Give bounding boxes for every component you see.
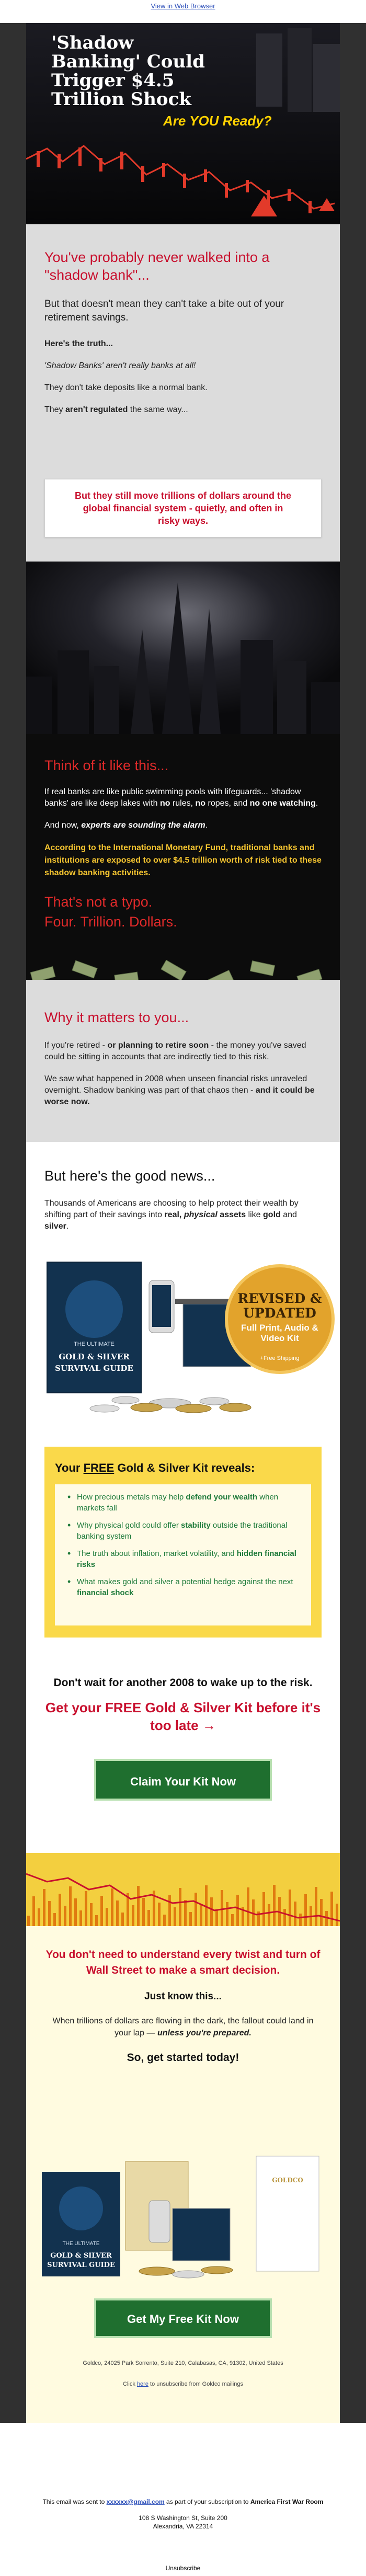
chart-band-bar [53,1913,56,1926]
kit-heading-suffix: Gold & Silver Kit reveals: [114,1461,255,1474]
chart-band-bar [262,1892,265,1926]
intro-p2: They don't take deposits like a normal bank. [44,383,208,392]
footer-unsubscribe-link[interactable]: Unsubscribe [165,2564,201,2572]
closing-line2: Just know this... [144,1991,222,2002]
why-p1 [44,1040,322,1063]
claim-kit-button[interactable]: Claim Your Kit Now [94,1759,272,1801]
chart-band-bar [330,1892,333,1926]
unsub-prefix: Click [123,2381,137,2387]
chart-band-bar [69,1886,72,1926]
intro-p3 [44,404,322,416]
email-footer [0,2423,366,2576]
svg-text:SURVIVAL GUIDE: SURVIVAL GUIDE [47,2261,115,2269]
chart-band-bar [283,1909,286,1926]
flying-money-image [26,959,340,980]
good-p1-c: physical [184,1210,218,1219]
dark-p1-a: If real banks are like public swimming pools with lifeguards... 'shadow banks' are like deep lakes with [44,787,301,808]
chart-band-bar [147,1910,150,1926]
chart-band-bar [200,1905,202,1926]
kit-reveals-box [44,1447,322,1638]
dark-p1-d: no [195,799,206,808]
dark-p1-g: . [315,799,318,808]
why-section [26,980,340,1142]
chart-band-bar [121,1913,124,1926]
good-news-section [26,1142,340,1926]
kit-list-item [65,1520,301,1542]
kit-heading-prefix: Your [55,1461,84,1474]
why-p2-a: We saw what happened in 2008 when unseen financial risks unraveled overnight. Shadow banking was part of that chaos then - [44,1074,307,1095]
not-a-typo: That's not a typo. [44,894,153,910]
chart-band-bar [111,1888,113,1926]
revised-updated-badge [225,1264,335,1374]
good-p1-g: and [280,1210,297,1219]
market-chart-band [26,1853,340,1926]
dark-heading: Think of it like this... [44,758,169,773]
good-p1-i: . [66,1222,69,1231]
why-heading: Why it matters to you... [44,1010,189,1025]
kit-item-bold: financial shock [77,1588,134,1597]
kit-item-text: Why physical gold could offer [77,1521,181,1530]
chart-band-bar [210,1897,213,1926]
kit-item-text: outside the traditional banking system [77,1521,288,1541]
book-series-label-2: THE ULTIMATE [62,2241,100,2247]
hero-banner [26,23,340,224]
chart-band-bar [79,1910,82,1926]
good-p1-b: real, [164,1210,184,1219]
kit-item-text: What makes gold and silver a potential hedge against the next [77,1577,293,1586]
chart-band-bar [59,1894,61,1926]
chart-band-bar [289,1890,291,1926]
good-news-p1 [44,1198,322,1232]
get-free-kit-button[interactable]: Get My Free Kit Now [94,2298,272,2338]
goldco-address: Goldco, 24025 Park Sorrento, Suite 210, Calabasas, CA, 91302, United States [83,2360,283,2366]
chart-band-bar [268,1904,270,1926]
dark-p2-c: . [205,821,208,830]
chart-band-bar [116,1900,119,1926]
chart-band-bar [179,1888,181,1926]
chart-band-bar [163,1915,166,1926]
chart-band-bar [85,1891,87,1926]
svg-text:GOLD & SILVER: GOLD & SILVER [50,2252,112,2260]
chart-band-bar [38,1908,40,1926]
chart-band-bar [168,1895,171,1926]
intro-section [26,224,340,562]
chart-band-bar [106,1908,108,1926]
footer-sent-mid: as part of your subscription to [164,2498,250,2505]
product-kit-image [26,1241,340,1429]
dark-p1 [44,786,322,809]
chart-band-bar [189,1912,192,1926]
intro-heading: You've probably never walked into a "shadow bank"... [44,249,270,283]
footer-subscription-line [0,2498,366,2505]
unsub-suffix: to unsubscribe from Goldco mailings [148,2381,243,2387]
dark-p1-c: rules, [170,799,196,808]
chart-band-bar [273,1885,276,1926]
kit-heading-free: FREE [83,1461,115,1474]
closing-section [26,1926,340,2423]
kit-heading [55,1461,255,1475]
chart-band-bar [315,1887,317,1926]
product-kit-image-2 [37,2151,329,2287]
why-p1-b: or planning to retire soon [107,1041,209,1050]
why-p2 [44,1073,322,1108]
kit-list-box [55,1484,311,1625]
chart-band-bar [132,1905,134,1926]
dark-p1-b: no [159,799,170,808]
footer-address-line2: Alexandria, VA 22314 [153,2523,213,2530]
intro-callout-box [44,479,322,537]
goldco-unsubscribe-link[interactable]: here [136,2381,148,2387]
goldco-folder-brand: GOLDCO [272,2177,303,2184]
chart-band-bar [184,1900,187,1926]
chart-band-bar [336,1904,338,1926]
dark-p1-f: no one watching [249,799,316,808]
kit-list-item [65,1576,301,1598]
chart-band-bar [195,1893,197,1926]
web-browser-bar [0,0,366,23]
good-news-heading: But here's the good news... [44,1168,215,1184]
footer-email-link[interactable] [107,2498,165,2505]
chart-band-bar [226,1902,228,1926]
svg-text:SURVIVAL GUIDE: SURVIVAL GUIDE [55,1364,133,1373]
chart-band-bar [320,1899,323,1926]
why-p1-c: - the money you've saved could be sitting in accounts that are indirectly tied to this risk. [44,1041,306,1061]
intro-p3-bold: aren't regulated [65,405,128,414]
chart-band-bar [174,1907,176,1926]
kit-item-text: when markets fall [77,1493,279,1513]
view-in-browser-link[interactable]: View in Web Browser [151,2,215,10]
book-series-label: THE ULTIMATE [74,1341,115,1347]
closing-line3 [44,2015,322,2039]
closing-line4: So, get started today! [127,2052,239,2064]
kit-item-text: How precious metals may help [77,1493,186,1502]
dark-p2-a: And now, [44,821,82,830]
intro-callout-text: But they still move trillions of dollars around the global financial system - quietly, and often in risky ways. [74,490,292,526]
chart-band-bar [158,1903,161,1926]
intro-lead: But that doesn't mean they can't take a bite out of your retirement savings. [44,299,284,323]
badge-line3: +Free Shipping [260,1355,300,1361]
good-p1-a: Thousands of Americans are choosing to help protect their wealth by shifting part of their savings into [44,1199,299,1219]
chart-band-bar [48,1901,51,1926]
chart-band-bar [221,1890,223,1926]
good-p1-h: silver [44,1222,66,1231]
kit-item-text: The truth about inflation, market volatility, and [77,1549,237,1558]
chart-band-bar [236,1895,239,1926]
chart-band-bar [95,1915,98,1926]
footer-sent-prefix: This email was sent to [42,2498,107,2505]
closing-line1: You don't need to understand every twist and turn of Wall Street to make a smart decision. [45,1949,321,1976]
kit-list [55,1484,311,1598]
four-trillion-dollars: Four. Trillion. Dollars. [44,914,177,930]
dark-p2-b: experts are sounding the alarm [81,821,205,830]
wait-message: Don't wait for another 2008 to wake up to the risk. [53,1677,313,1689]
city-skyline-image [26,562,340,734]
hero-subtitle: Are YOU Ready? [163,113,272,129]
badge-line2: Full Print, Audio & Video Kit [241,1323,318,1343]
why-p2-b: and it could be worse now. [44,1086,315,1106]
kit-list-item [65,1492,301,1514]
dark-p1-e: ropes, and [205,799,250,808]
chart-band-bar [100,1896,103,1926]
chart-band-bar [304,1894,307,1926]
chart-band-bar [231,1914,234,1926]
chart-band-bar [137,1886,140,1926]
badge-line1: REVISED & UPDATED [237,1291,322,1321]
cta-text-block [44,1675,322,1734]
svg-text:GOLD & SILVER: GOLD & SILVER [59,1352,130,1361]
chart-band-bar [142,1898,145,1926]
footer-subscription-name: America First War Room [250,2498,324,2505]
get-kit-message: Get your FREE Gold & Silver Kit before it's too late → [45,1700,321,1733]
kit-item-bold: hidden financial risks [77,1549,296,1569]
chart-band-bar [43,1889,45,1926]
chart-band-bar [247,1887,249,1926]
truth-label: Here's the truth... [44,339,113,348]
closing-line3-a: When trillions of dollars are flowing in the dark, the fallout could land in your lap — [52,2017,314,2037]
chart-band-bar [74,1898,77,1926]
kit-item-bold: defend your wealth [186,1493,258,1502]
intro-p1: 'Shadow Banks' aren't really banks at all! [44,361,196,370]
chart-band-bar [27,1916,30,1926]
hero-title: 'Shadow Banking' Could Trigger $4.5 Trillion Shock [51,32,205,110]
chart-band-bar [32,1896,35,1926]
chart-band-bar [215,1909,218,1926]
good-p1-f: gold [263,1210,281,1219]
chart-band-bar [294,1902,296,1926]
chart-band-bar [64,1906,66,1926]
intro-p3-prefix: They [44,405,66,414]
why-p1-a: If you're retired - [44,1041,108,1050]
intro-p3-suffix: the same way... [128,405,188,414]
dark-p2 [44,820,322,831]
footer-email: xxxxxx@gmail.com [106,2498,165,2505]
chart-band-bar [90,1903,93,1926]
closing-line3-b: unless you're prepared. [157,2029,251,2037]
kit-list-item [65,1548,301,1570]
chart-band-bar [299,1914,302,1926]
footer-address-line1: 108 S Washington St, Suite 200 [139,2514,227,2522]
kit-item-bold: stability [181,1521,211,1530]
good-p1-d: assets [217,1210,246,1219]
goldco-unsubscribe-line [37,2381,329,2387]
dark-section [26,562,340,980]
imf-statement: According to the International Monetary Fund, traditional banks and institutions are exposed to over $4.5 trillion worth of risk tied to these shadow banking activities. [44,843,322,877]
good-p1-e: like [246,1210,264,1219]
